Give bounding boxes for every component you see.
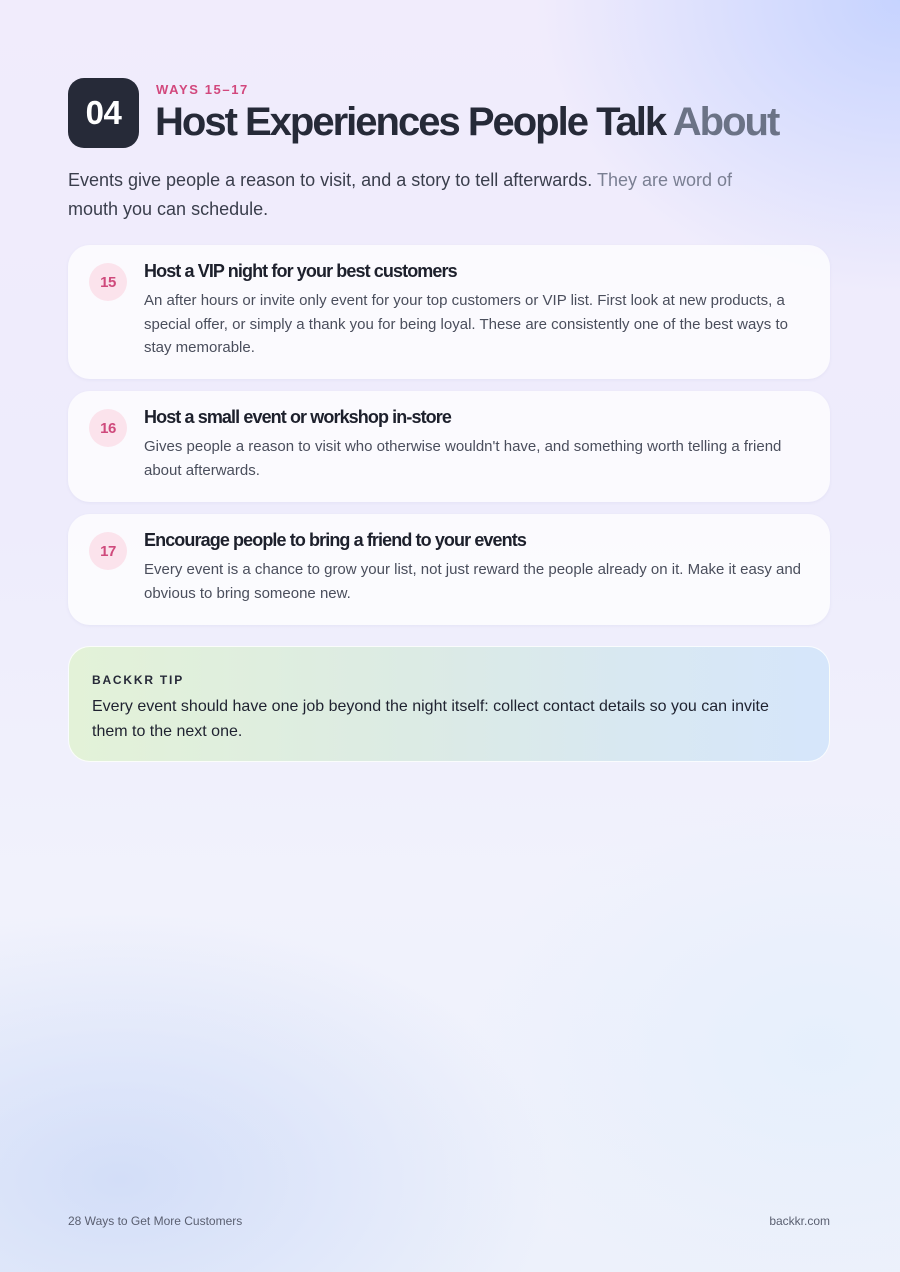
way-title: Encourage people to bring a friend to your events xyxy=(144,530,526,550)
page-title xyxy=(155,100,778,145)
footer-document-title: 28 Ways to Get More Customers xyxy=(68,1214,243,1228)
intro-lead: Events give people a reason to visit, and a story to tell afterwards. xyxy=(68,170,597,190)
way-description: Every event is a chance to grow your list, not just reward the people already on it. Make it easy and obvious to bring someone new. xyxy=(144,561,802,602)
way-description: Gives people a reason to visit who otherwise wouldn't have, and something worth telling a friend about afterwards. xyxy=(144,438,782,479)
way-title: Host a small event or workshop in-store xyxy=(144,407,451,427)
page-title-accent: About xyxy=(672,100,779,144)
tip-label: BACKKR TIP xyxy=(92,673,184,687)
section-number-badge: 04 xyxy=(68,78,139,148)
way-number-badge: 16 xyxy=(89,409,127,447)
intro-tail: mouth you can schedule. xyxy=(68,199,269,219)
way-description: An after hours or invite only event for your top customers or VIP list. First look at new products, a special offer, or simply a thank you for being loyal. These are consistently one of the best ways to stay memorable. xyxy=(144,292,788,356)
page-title-main: Host Experiences People Talk xyxy=(155,100,673,144)
way-card-17 xyxy=(68,514,830,625)
way-card-16 xyxy=(68,391,830,502)
section-header xyxy=(68,78,828,150)
intro-paragraph xyxy=(68,166,768,224)
way-card-15 xyxy=(68,245,830,379)
ways-range-label: WAYS 15–17 xyxy=(156,82,249,97)
tip-box xyxy=(68,646,830,762)
footer-website: backkr.com xyxy=(769,1214,830,1228)
way-number-badge: 17 xyxy=(89,532,127,570)
intro-muted: They are word of xyxy=(596,170,733,190)
way-title: Host a VIP night for your best customers xyxy=(144,261,457,281)
way-number-badge: 15 xyxy=(89,263,127,301)
tip-text: Every event should have one job beyond the night itself: collect contact details so you can invite them to the next one. xyxy=(92,698,769,740)
